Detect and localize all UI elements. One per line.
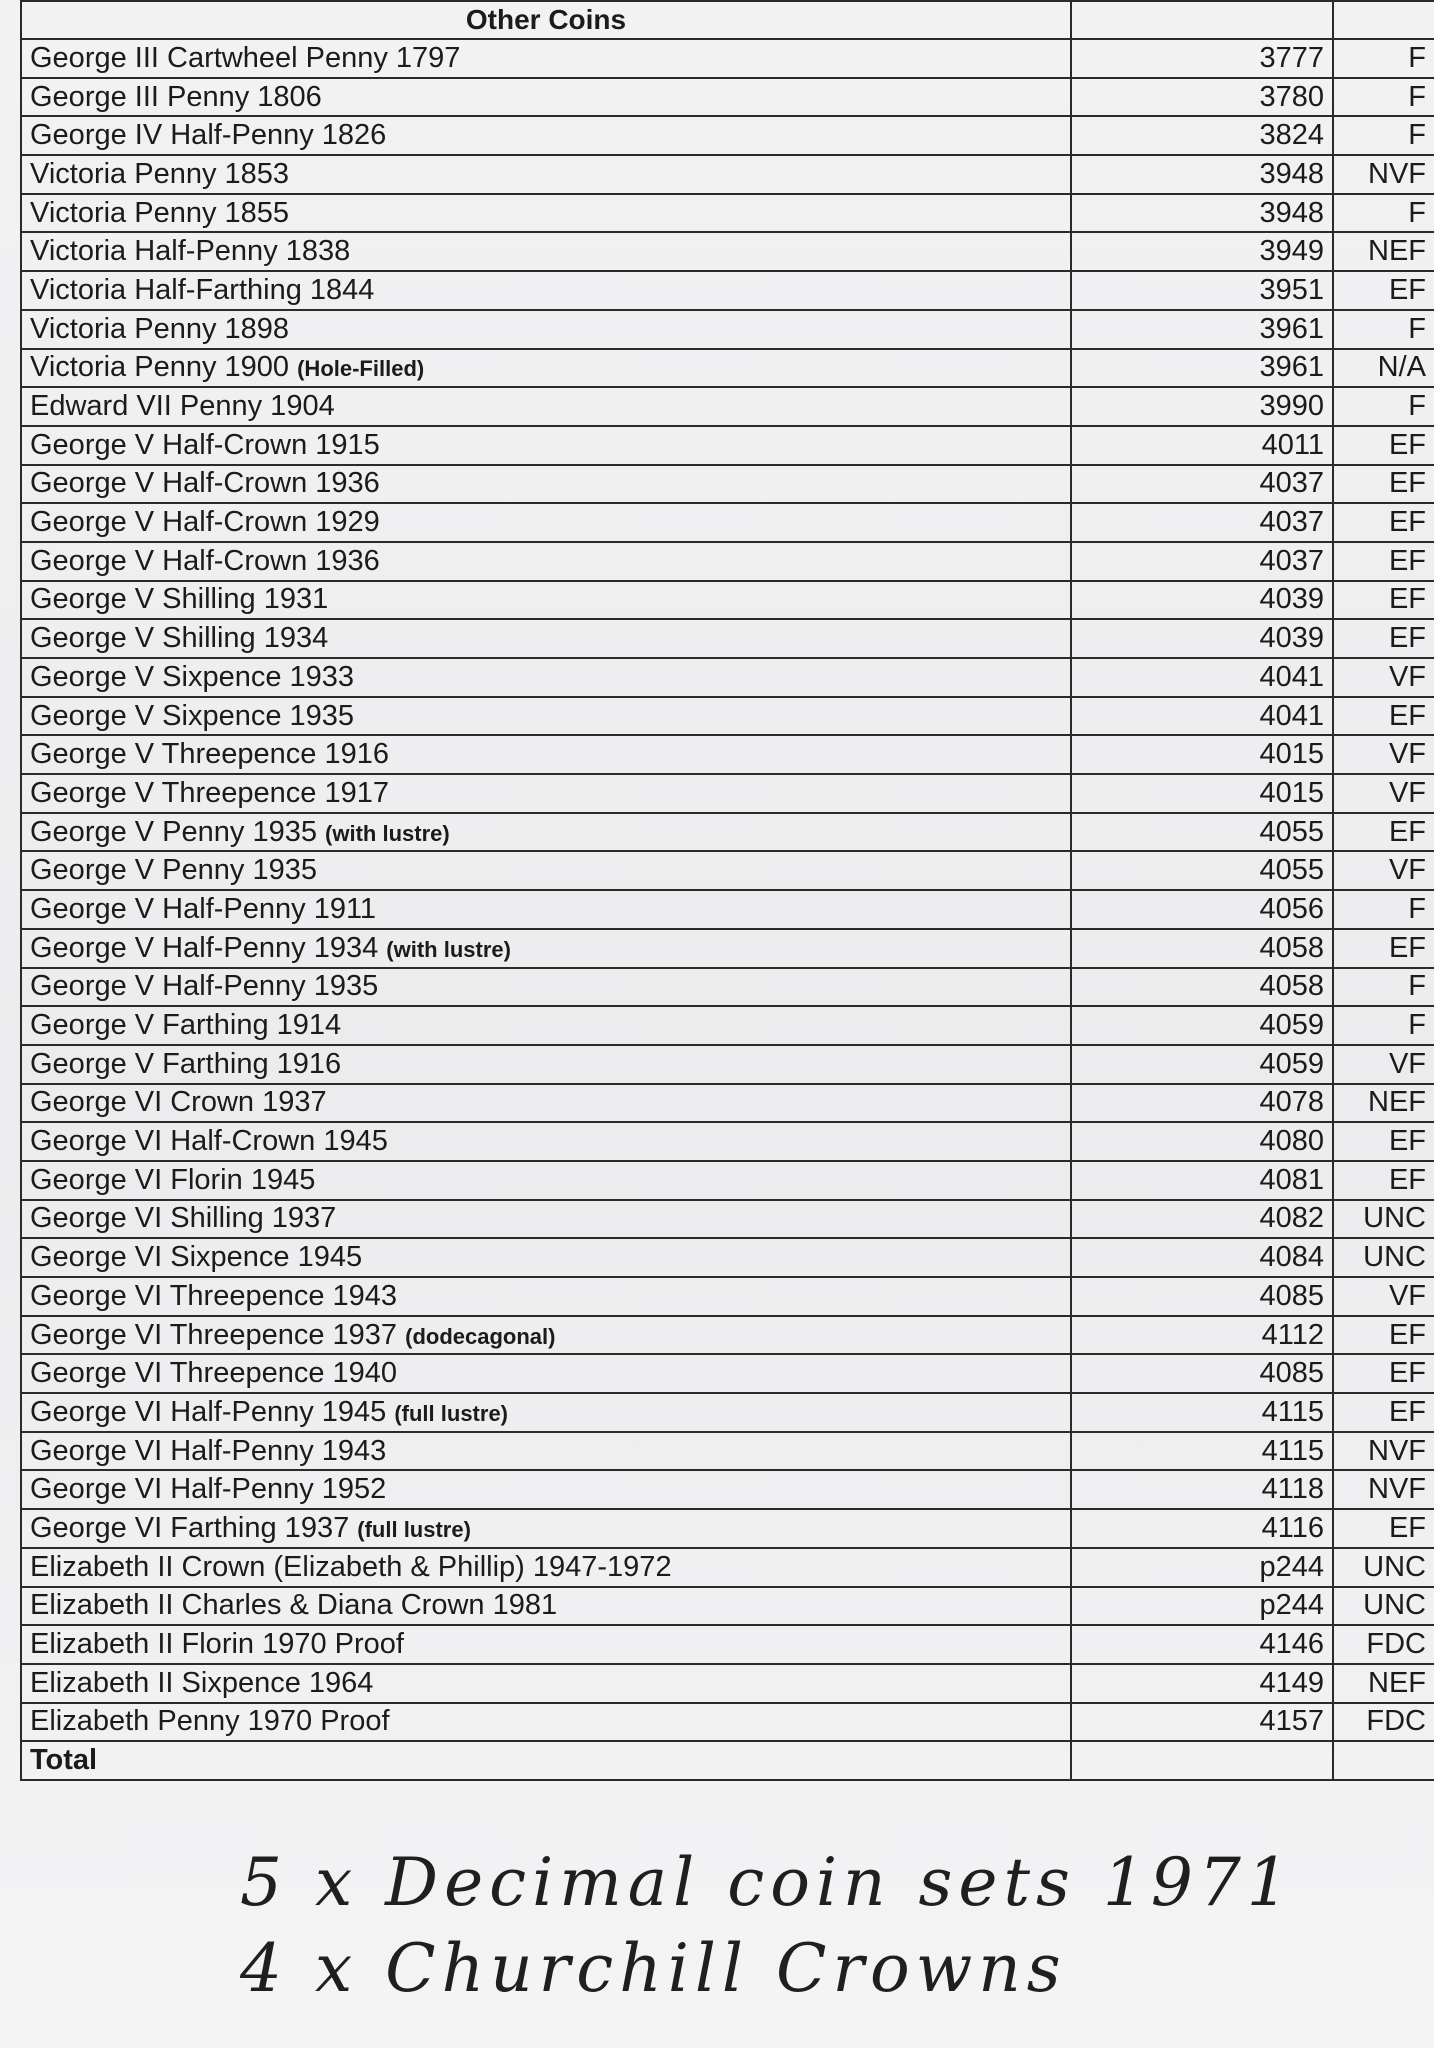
coin-grade: F bbox=[1333, 387, 1434, 426]
coin-name: George V Half-Crown 1929 bbox=[30, 506, 380, 539]
coin-description bbox=[21, 1587, 1071, 1626]
coin-name: Elizabeth II Florin 1970 Proof bbox=[30, 1628, 404, 1661]
table-row bbox=[21, 194, 1434, 233]
coin-description bbox=[21, 619, 1071, 658]
table-row bbox=[21, 349, 1434, 388]
catalogue-number: 3948 bbox=[1071, 194, 1333, 233]
coin-name: George VI Half-Penny 1945 bbox=[30, 1395, 387, 1428]
catalogue-number: 4039 bbox=[1071, 581, 1333, 620]
table-row bbox=[21, 1509, 1434, 1548]
coin-name: Victoria Penny 1853 bbox=[30, 157, 290, 190]
catalogue-number: 4037 bbox=[1071, 503, 1333, 542]
catalogue-number: 4149 bbox=[1071, 1664, 1333, 1703]
catalogue-number: p244 bbox=[1071, 1548, 1333, 1587]
coin-description bbox=[21, 39, 1071, 78]
grade-column-header bbox=[1333, 1, 1434, 39]
coin-description bbox=[21, 1470, 1071, 1509]
coin-grade: EF bbox=[1333, 813, 1434, 852]
catalogue-number: 3948 bbox=[1071, 155, 1333, 194]
coin-grade: UNC bbox=[1333, 1587, 1434, 1626]
coin-note: (with lustre) bbox=[386, 936, 511, 962]
coin-grade: EF bbox=[1333, 1316, 1434, 1355]
coin-description bbox=[21, 1316, 1071, 1355]
coin-name: George V Sixpence 1935 bbox=[30, 699, 355, 732]
coin-description bbox=[21, 542, 1071, 581]
coin-name: George III Cartwheel Penny 1797 bbox=[30, 41, 461, 74]
coin-grade: EF bbox=[1333, 697, 1434, 736]
coin-grade: F bbox=[1333, 39, 1434, 78]
coin-name: George V Penny 1935 bbox=[30, 854, 317, 887]
coin-description bbox=[21, 503, 1071, 542]
coin-grade: EF bbox=[1333, 1161, 1434, 1200]
table-row bbox=[21, 1316, 1434, 1355]
coin-grade: EF bbox=[1333, 465, 1434, 504]
table-row bbox=[21, 1664, 1434, 1703]
coin-grade: EF bbox=[1333, 542, 1434, 581]
table-row bbox=[21, 1548, 1434, 1587]
coin-name: George IV Half-Penny 1826 bbox=[30, 119, 387, 152]
catalogue-number: 4056 bbox=[1071, 890, 1333, 929]
table-row bbox=[21, 155, 1434, 194]
coin-description bbox=[21, 1703, 1071, 1742]
table-row bbox=[21, 735, 1434, 774]
table-row bbox=[21, 465, 1434, 504]
catalogue-number: 3777 bbox=[1071, 39, 1333, 78]
table-row bbox=[21, 1238, 1434, 1277]
coin-description bbox=[21, 697, 1071, 736]
coin-description bbox=[21, 1006, 1071, 1045]
table-row bbox=[21, 1432, 1434, 1471]
coin-inventory-table bbox=[20, 0, 1434, 1781]
table-title: Other Coins bbox=[21, 1, 1071, 39]
coin-grade: NVF bbox=[1333, 1470, 1434, 1509]
handwritten-line-2: 4 x Churchill Crowns bbox=[240, 1930, 1067, 2007]
coin-description bbox=[21, 1625, 1071, 1664]
catalogue-number: 4146 bbox=[1071, 1625, 1333, 1664]
coin-note: (dodecagonal) bbox=[405, 1323, 556, 1349]
coin-description bbox=[21, 1200, 1071, 1239]
coin-name: George VI Half-Crown 1945 bbox=[30, 1125, 388, 1158]
catalogue-number: 4015 bbox=[1071, 774, 1333, 813]
coin-name: Victoria Penny 1898 bbox=[30, 312, 290, 345]
table-row bbox=[21, 697, 1434, 736]
coin-description bbox=[21, 1084, 1071, 1123]
table-row bbox=[21, 658, 1434, 697]
table-row bbox=[21, 1470, 1434, 1509]
table-header-row bbox=[21, 1, 1434, 39]
coin-name: George V Half-Crown 1936 bbox=[30, 467, 380, 500]
table-row bbox=[21, 1587, 1434, 1626]
table-row bbox=[21, 1006, 1434, 1045]
table-row bbox=[21, 39, 1434, 78]
catalogue-number: 4115 bbox=[1071, 1432, 1333, 1471]
coin-note: (with lustre) bbox=[325, 820, 450, 846]
coin-grade: EF bbox=[1333, 581, 1434, 620]
coin-description bbox=[21, 155, 1071, 194]
catalogue-number: 4055 bbox=[1071, 851, 1333, 890]
catalogue-number: 4081 bbox=[1071, 1161, 1333, 1200]
coin-name: George V Shilling 1934 bbox=[30, 622, 329, 655]
coin-description bbox=[21, 194, 1071, 233]
coin-name: Victoria Half-Farthing 1844 bbox=[30, 273, 375, 306]
coin-grade: EF bbox=[1333, 1354, 1434, 1393]
coin-grade: FDC bbox=[1333, 1703, 1434, 1742]
coin-name: George V Half-Penny 1935 bbox=[30, 970, 379, 1003]
coin-grade: UNC bbox=[1333, 1548, 1434, 1587]
catalogue-number: 4058 bbox=[1071, 968, 1333, 1007]
coin-name: George V Half-Penny 1911 bbox=[30, 892, 377, 925]
coin-grade: EF bbox=[1333, 1393, 1434, 1432]
catalogue-number: 4084 bbox=[1071, 1238, 1333, 1277]
coin-description bbox=[21, 1548, 1071, 1587]
catalogue-number: p244 bbox=[1071, 1587, 1333, 1626]
table-row bbox=[21, 503, 1434, 542]
handwritten-line-1: 5 x Decimal coin sets 1971 bbox=[240, 1844, 1295, 1921]
coin-description bbox=[21, 1354, 1071, 1393]
coin-grade: F bbox=[1333, 890, 1434, 929]
coin-grade: FDC bbox=[1333, 1625, 1434, 1664]
total-grade-cell bbox=[1333, 1741, 1434, 1780]
coin-grade: NVF bbox=[1333, 1432, 1434, 1471]
table-row bbox=[21, 968, 1434, 1007]
coin-description bbox=[21, 116, 1071, 155]
coin-name: George V Threepence 1917 bbox=[30, 776, 390, 809]
catalogue-number: 3824 bbox=[1071, 116, 1333, 155]
coin-grade: NEF bbox=[1333, 1664, 1434, 1703]
catalogue-number: 4041 bbox=[1071, 658, 1333, 697]
catalogue-number: 3990 bbox=[1071, 387, 1333, 426]
coin-name: George V Sixpence 1933 bbox=[30, 660, 355, 693]
coin-name: George VI Threepence 1943 bbox=[30, 1279, 398, 1312]
coin-grade: EF bbox=[1333, 929, 1434, 968]
coin-grade: UNC bbox=[1333, 1200, 1434, 1239]
catalogue-number: 3961 bbox=[1071, 310, 1333, 349]
coin-grade: VF bbox=[1333, 851, 1434, 890]
coin-note: (full lustre) bbox=[394, 1400, 509, 1426]
table-row bbox=[21, 1045, 1434, 1084]
coin-description bbox=[21, 1393, 1071, 1432]
coin-grade: EF bbox=[1333, 619, 1434, 658]
coin-grade: EF bbox=[1333, 1122, 1434, 1161]
coin-grade: F bbox=[1333, 78, 1434, 117]
coin-description bbox=[21, 1664, 1071, 1703]
coin-name: George VI Half-Penny 1943 bbox=[30, 1434, 387, 1467]
coin-name: George VI Crown 1937 bbox=[30, 1086, 327, 1119]
table-row bbox=[21, 387, 1434, 426]
code-column-header bbox=[1071, 1, 1333, 39]
coin-name: George V Shilling 1931 bbox=[30, 583, 329, 616]
table-row bbox=[21, 116, 1434, 155]
table-row bbox=[21, 851, 1434, 890]
catalogue-number: 4085 bbox=[1071, 1354, 1333, 1393]
coin-description bbox=[21, 349, 1071, 388]
total-label: Total bbox=[21, 1741, 1071, 1780]
coin-description bbox=[21, 1122, 1071, 1161]
catalogue-number: 4078 bbox=[1071, 1084, 1333, 1123]
catalogue-number: 4015 bbox=[1071, 735, 1333, 774]
coin-description bbox=[21, 271, 1071, 310]
catalogue-number: 3951 bbox=[1071, 271, 1333, 310]
coin-description bbox=[21, 890, 1071, 929]
coin-description bbox=[21, 735, 1071, 774]
coin-name: George V Threepence 1916 bbox=[30, 738, 390, 771]
coin-name: George VI Florin 1945 bbox=[30, 1163, 316, 1196]
coin-name: George V Half-Penny 1934 bbox=[30, 931, 379, 964]
table-row bbox=[21, 1122, 1434, 1161]
catalogue-number: 4118 bbox=[1071, 1470, 1333, 1509]
coin-name: George VI Farthing 1937 bbox=[30, 1511, 350, 1544]
table-row bbox=[21, 271, 1434, 310]
table-row bbox=[21, 581, 1434, 620]
coin-description bbox=[21, 1509, 1071, 1548]
table-row bbox=[21, 542, 1434, 581]
coin-grade: F bbox=[1333, 310, 1434, 349]
table-row bbox=[21, 619, 1434, 658]
table-row bbox=[21, 310, 1434, 349]
catalogue-number: 3780 bbox=[1071, 78, 1333, 117]
coin-name: George VI Threepence 1940 bbox=[30, 1357, 398, 1390]
table-row bbox=[21, 1354, 1434, 1393]
catalogue-number: 4037 bbox=[1071, 542, 1333, 581]
table-row bbox=[21, 1277, 1434, 1316]
coin-name: George VI Shilling 1937 bbox=[30, 1202, 337, 1235]
catalogue-number: 4112 bbox=[1071, 1316, 1333, 1355]
table-row bbox=[21, 1200, 1434, 1239]
coin-name: George III Penny 1806 bbox=[30, 80, 322, 113]
table-row bbox=[21, 1161, 1434, 1200]
coin-name: Elizabeth II Sixpence 1964 bbox=[30, 1666, 374, 1699]
handwritten-note bbox=[240, 1840, 1295, 2012]
coin-name: Elizabeth II Charles & Diana Crown 1981 bbox=[30, 1589, 558, 1622]
coin-description bbox=[21, 929, 1071, 968]
coin-name: Edward VII Penny 1904 bbox=[30, 390, 335, 423]
coin-note: (Hole-Filled) bbox=[297, 356, 425, 382]
coin-description bbox=[21, 658, 1071, 697]
catalogue-number: 4115 bbox=[1071, 1393, 1333, 1432]
coin-description bbox=[21, 1045, 1071, 1084]
catalogue-number: 4039 bbox=[1071, 619, 1333, 658]
coin-name: Elizabeth II Crown (Elizabeth & Phillip) 1947-1972 bbox=[30, 1550, 672, 1583]
coin-grade: VF bbox=[1333, 658, 1434, 697]
coin-description bbox=[21, 1432, 1071, 1471]
catalogue-number: 4080 bbox=[1071, 1122, 1333, 1161]
catalogue-number: 4059 bbox=[1071, 1045, 1333, 1084]
coin-description bbox=[21, 232, 1071, 271]
table-row bbox=[21, 890, 1434, 929]
coin-description bbox=[21, 1238, 1071, 1277]
coin-grade: NEF bbox=[1333, 232, 1434, 271]
table-row bbox=[21, 813, 1434, 852]
coin-grade: F bbox=[1333, 194, 1434, 233]
catalogue-number: 4055 bbox=[1071, 813, 1333, 852]
coin-grade: EF bbox=[1333, 426, 1434, 465]
coin-grade: F bbox=[1333, 1006, 1434, 1045]
coin-description bbox=[21, 581, 1071, 620]
catalogue-number: 4059 bbox=[1071, 1006, 1333, 1045]
table-row bbox=[21, 1703, 1434, 1742]
coin-name: George V Penny 1935 bbox=[30, 815, 317, 848]
coin-description bbox=[21, 310, 1071, 349]
coin-name: George V Farthing 1916 bbox=[30, 1047, 342, 1080]
catalogue-number: 4082 bbox=[1071, 1200, 1333, 1239]
coin-name: George VI Sixpence 1945 bbox=[30, 1241, 363, 1274]
catalogue-number: 4116 bbox=[1071, 1509, 1333, 1548]
coin-name: George V Half-Crown 1915 bbox=[30, 428, 380, 461]
table-row bbox=[21, 426, 1434, 465]
coin-name: Victoria Half-Penny 1838 bbox=[30, 235, 351, 268]
coin-grade: VF bbox=[1333, 735, 1434, 774]
coin-description bbox=[21, 774, 1071, 813]
coin-grade: NEF bbox=[1333, 1084, 1434, 1123]
coin-rows bbox=[21, 39, 1434, 1741]
coin-grade: F bbox=[1333, 116, 1434, 155]
table-row bbox=[21, 929, 1434, 968]
table-row bbox=[21, 232, 1434, 271]
coin-description bbox=[21, 851, 1071, 890]
coin-description bbox=[21, 426, 1071, 465]
table-row bbox=[21, 1393, 1434, 1432]
coin-description bbox=[21, 78, 1071, 117]
coin-description bbox=[21, 1161, 1071, 1200]
coin-grade: VF bbox=[1333, 1045, 1434, 1084]
coin-description bbox=[21, 387, 1071, 426]
catalogue-number: 4058 bbox=[1071, 929, 1333, 968]
coin-grade: VF bbox=[1333, 1277, 1434, 1316]
table-row bbox=[21, 774, 1434, 813]
coin-grade: VF bbox=[1333, 774, 1434, 813]
coin-name: George VI Threepence 1937 bbox=[30, 1318, 398, 1351]
coin-name: Elizabeth Penny 1970 Proof bbox=[30, 1705, 390, 1738]
catalogue-number: 4037 bbox=[1071, 465, 1333, 504]
coin-description bbox=[21, 1277, 1071, 1316]
coin-grade: UNC bbox=[1333, 1238, 1434, 1277]
catalogue-number: 4011 bbox=[1071, 426, 1333, 465]
coin-name: George V Half-Crown 1936 bbox=[30, 544, 380, 577]
table-row bbox=[21, 1625, 1434, 1664]
catalogue-number: 4085 bbox=[1071, 1277, 1333, 1316]
coin-description bbox=[21, 465, 1071, 504]
catalogue-number: 3949 bbox=[1071, 232, 1333, 271]
coin-grade: NVF bbox=[1333, 155, 1434, 194]
coin-description bbox=[21, 968, 1071, 1007]
table-row bbox=[21, 1084, 1434, 1123]
coin-grade: EF bbox=[1333, 1509, 1434, 1548]
catalogue-number: 4157 bbox=[1071, 1703, 1333, 1742]
coin-name: Victoria Penny 1855 bbox=[30, 196, 290, 229]
coin-grade: F bbox=[1333, 968, 1434, 1007]
coin-note: (full lustre) bbox=[357, 1516, 471, 1542]
coin-grade: EF bbox=[1333, 503, 1434, 542]
coin-name: Victoria Penny 1900 bbox=[30, 351, 290, 384]
coin-name: George VI Half-Penny 1952 bbox=[30, 1473, 387, 1506]
coin-grade: N/A bbox=[1333, 349, 1434, 388]
table-row bbox=[21, 78, 1434, 117]
total-row bbox=[21, 1741, 1434, 1780]
coin-name: George V Farthing 1914 bbox=[30, 1009, 342, 1042]
catalogue-number: 3961 bbox=[1071, 349, 1333, 388]
coin-description bbox=[21, 813, 1071, 852]
coin-grade: EF bbox=[1333, 271, 1434, 310]
catalogue-number: 4041 bbox=[1071, 697, 1333, 736]
total-code-cell bbox=[1071, 1741, 1333, 1780]
